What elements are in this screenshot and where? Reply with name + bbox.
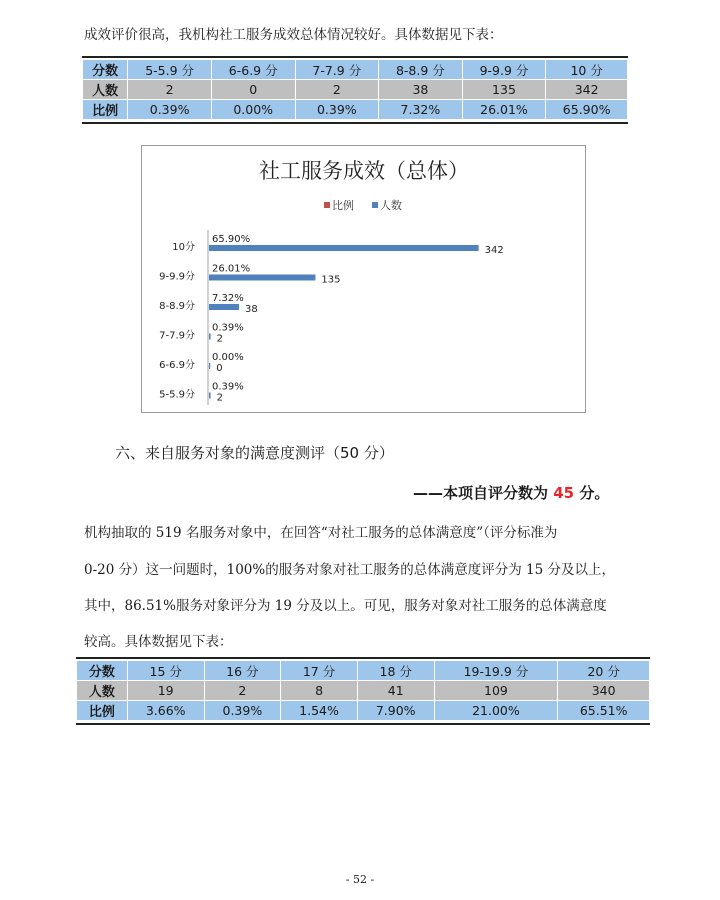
row-label: 比例 — [83, 100, 128, 120]
self-score-line — [413, 482, 609, 503]
bar-count-label: 135 — [321, 274, 341, 286]
score-table-1 — [82, 59, 628, 120]
row-label: 人数 — [83, 80, 128, 100]
score-table-2 — [76, 660, 650, 721]
table-cell: 19-19.9 分 — [434, 661, 558, 681]
category-label: 5-5.9分 — [159, 389, 195, 401]
table-cell: 7.32% — [379, 100, 463, 120]
table-cell: 16 分 — [204, 661, 281, 681]
bar-count — [209, 245, 479, 251]
table-cell: 17 分 — [281, 661, 358, 681]
table-cell: 65.90% — [546, 100, 628, 120]
table-cell: 0 — [211, 80, 295, 100]
table-cell: 0.39% — [204, 701, 281, 721]
bar-percent-label: 0.39% — [212, 381, 244, 393]
paragraph-line-4: 较高。具体数据见下表： — [84, 634, 233, 650]
table-cell: 0.00% — [211, 100, 295, 120]
bar-percent-label: 0.39% — [212, 322, 244, 334]
legend-label-0: 比例 — [332, 199, 354, 212]
bar-percent-label: 26.01% — [212, 263, 251, 275]
bar-count — [209, 304, 239, 310]
legend-swatch-1 — [372, 202, 378, 208]
table-cell: 0.39% — [128, 100, 212, 120]
table-row — [83, 80, 628, 100]
table-cell: 8 — [281, 681, 358, 701]
bar-percent-label: 7.32% — [212, 293, 244, 304]
bar-count-label: 0 — [216, 363, 223, 374]
table-cell: 2 — [204, 681, 281, 701]
table-cell: 0.39% — [295, 100, 379, 120]
table-cell: 7.90% — [357, 701, 434, 721]
table1-top-rule — [82, 56, 628, 58]
table-cell: 41 — [357, 681, 434, 701]
category-label: 10分 — [172, 242, 195, 253]
table-cell: 10 分 — [546, 60, 628, 80]
bar-percent-label: 65.90% — [212, 234, 251, 245]
bar-count — [209, 334, 211, 340]
bar-count-label: 2 — [216, 392, 223, 404]
table-row — [83, 60, 628, 80]
row-label: 分数 — [83, 60, 128, 80]
table-cell: 19 — [127, 681, 204, 701]
bar-count — [209, 363, 210, 369]
table-cell: 2 — [128, 80, 212, 100]
table-cell: 3.66% — [127, 701, 204, 721]
chart-title: 社工服务成效（总体） — [259, 159, 469, 183]
legend-label-1: 人数 — [380, 199, 402, 212]
table2-bottom-rule — [76, 723, 650, 725]
bar-count — [209, 275, 315, 281]
table-cell: 135 — [462, 80, 546, 100]
section-heading: 六、来自服务对象的满意度测评（50 分） — [115, 444, 394, 462]
table-cell: 340 — [558, 681, 650, 701]
category-label: 8-8.9分 — [159, 301, 195, 312]
bar-count-label: 38 — [244, 304, 258, 315]
score-prefix: ——本项自评分数为 — [413, 484, 554, 502]
intro-text: 成效评价很高，我机构社工服务成效总体情况较好。具体数据见下表： — [84, 27, 503, 43]
table-row — [77, 701, 650, 721]
bar-count-label: 342 — [484, 245, 504, 256]
table-cell: 20 分 — [558, 661, 650, 681]
table1-bottom-rule — [82, 122, 628, 124]
paragraph-line-1: 机构抽取的 519 名服务对象中，在回答“对社工服务的总体满意度”（评分标准为 — [84, 525, 558, 541]
table-cell: 21.00% — [434, 701, 558, 721]
table-cell: 65.51% — [558, 701, 650, 721]
table-cell: 1.54% — [281, 701, 358, 721]
table-cell: 8-8.9 分 — [379, 60, 463, 80]
category-label: 9-9.9分 — [159, 271, 195, 283]
score-value: 45 — [553, 484, 575, 502]
category-label: 6-6.9分 — [159, 360, 195, 371]
table-cell: 26.01% — [462, 100, 546, 120]
category-label: 7-7.9分 — [159, 330, 195, 342]
table-cell: 2 — [295, 80, 379, 100]
row-label: 分数 — [77, 661, 128, 681]
table-row — [83, 100, 628, 120]
table-cell: 15 分 — [127, 661, 204, 681]
chart-bars — [159, 230, 504, 405]
chart-legend — [324, 198, 402, 212]
chart-frame — [141, 145, 586, 413]
bar-count-label: 2 — [216, 333, 223, 345]
legend-swatch-0 — [324, 202, 330, 208]
paragraph-line-2: 0-20 分）这一问题时，100%的服务对象对社工服务的总体满意度评分为 15 分及以上， — [84, 562, 615, 578]
table-cell: 109 — [434, 681, 558, 701]
table-row — [77, 661, 650, 681]
table-cell: 9-9.9 分 — [462, 60, 546, 80]
table-row — [77, 681, 650, 701]
row-label: 人数 — [77, 681, 128, 701]
paragraph-line-3: 其中，86.51%服务对象评分为 19 分及以上。可见，服务对象对社工服务的总体满意度 — [84, 598, 607, 614]
row-label: 比例 — [77, 701, 128, 721]
table-cell: 7-7.9 分 — [295, 60, 379, 80]
table2-top-rule — [76, 657, 650, 659]
score-suffix: 分。 — [574, 484, 610, 502]
bar-chart — [142, 146, 585, 412]
page-number: - 52 - — [345, 873, 375, 886]
bar-percent-label: 0.00% — [212, 352, 244, 363]
table-cell: 38 — [379, 80, 463, 100]
bar-count — [209, 393, 211, 399]
table-cell: 6-6.9 分 — [211, 60, 295, 80]
table-cell: 342 — [546, 80, 628, 100]
table-cell: 18 分 — [357, 661, 434, 681]
table-cell: 5-5.9 分 — [128, 60, 212, 80]
